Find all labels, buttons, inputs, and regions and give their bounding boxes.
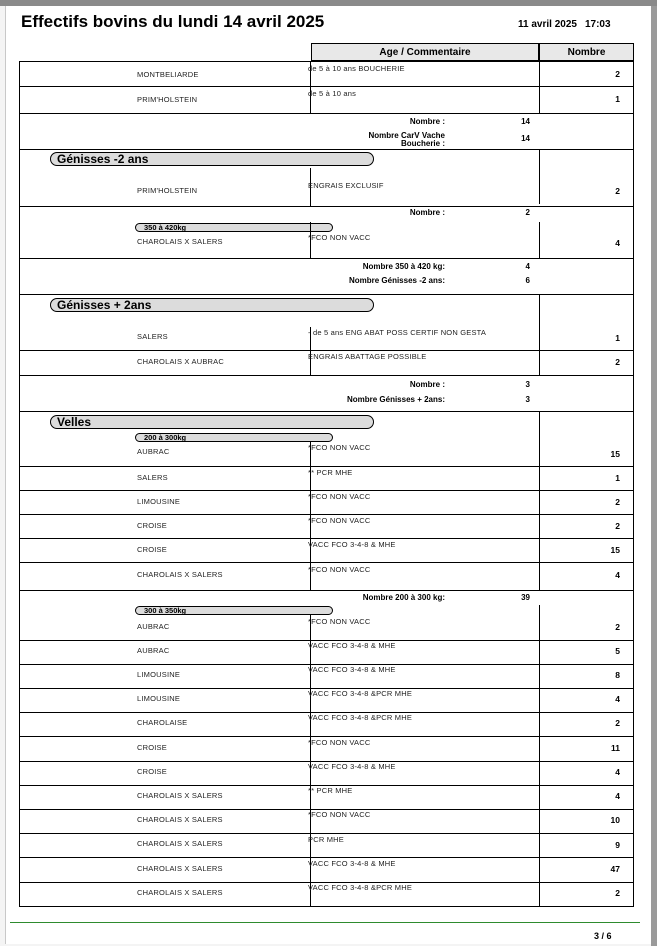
breed-cell: CHAROLAISE — [137, 718, 188, 727]
comment-cell: *FCO NON VACC — [308, 738, 371, 747]
breed-cell: CHAROLAIS X SALERS — [137, 237, 223, 246]
breed-cell: AUBRAC — [137, 447, 170, 456]
count-cell: 4 — [615, 791, 620, 801]
table-header-rule — [19, 61, 634, 62]
count-cell: 15 — [610, 545, 620, 555]
comment-cell: ** PCR MHE — [308, 468, 353, 477]
summary-label: Nombre : — [409, 117, 445, 126]
breed-cell: CHAROLAIS X SALERS — [137, 839, 223, 848]
row-rule — [19, 258, 634, 259]
summary-label: Nombre CarV Vache — [368, 131, 445, 140]
breed-cell: LIMOUSINE — [137, 694, 181, 703]
row-rule — [19, 833, 634, 834]
summary-value: 39 — [521, 593, 530, 602]
count-cell: 11 — [611, 743, 620, 753]
count-cell: 2 — [615, 69, 620, 79]
comment-cell: *FCO NON VACC — [308, 492, 371, 501]
summary-label: Nombre : — [409, 208, 445, 217]
table-right-border — [633, 61, 634, 907]
count-cell: 1 — [615, 473, 620, 483]
breed-cell: CHAROLAIS X SALERS — [137, 791, 223, 800]
summary-value: 6 — [525, 276, 530, 285]
summary-label: Boucherie : — [400, 139, 445, 148]
breed-cell: CROISE — [137, 743, 167, 752]
count-cell: 5 — [615, 646, 620, 656]
category-header-genisses-moins-2-ans: Génisses -2 ans — [50, 152, 374, 166]
summary-label: Nombre Génisses -2 ans: — [348, 276, 445, 285]
subcategory-header-200-300kg: 200 à 300kg — [135, 433, 333, 442]
comment-cell: VACC FCO 3-4-8 & MHE — [308, 665, 396, 674]
row-rule — [19, 375, 634, 376]
comment-cell: VACC FCO 3-4-8 & MHE — [308, 641, 396, 650]
row-rule — [19, 350, 634, 351]
breed-cell: PRIM'HOLSTEIN — [137, 186, 198, 195]
row-rule — [19, 906, 634, 907]
breed-cell: AUBRAC — [137, 622, 170, 631]
comment-cell: *FCO NON VACC — [308, 617, 371, 626]
row-rule — [19, 736, 634, 737]
count-cell: 2 — [615, 622, 620, 632]
count-cell: 1 — [615, 333, 620, 343]
count-cell: 2 — [615, 888, 620, 898]
row-rule — [19, 149, 634, 150]
row-rule — [19, 538, 634, 539]
count-cell: 2 — [615, 521, 620, 531]
row-rule — [19, 857, 634, 858]
col-divider — [539, 222, 540, 258]
count-cell: 15 — [610, 449, 620, 459]
count-cell: 2 — [615, 497, 620, 507]
comment-cell: VACC FCO 3-4-8 &PCR MHE — [308, 713, 413, 722]
comment-cell: VACC FCO 3-4-8 & MHE — [308, 859, 396, 868]
count-cell: 4 — [615, 238, 620, 248]
row-rule — [19, 86, 634, 87]
summary-value: 3 — [525, 380, 530, 389]
breed-cell: CROISE — [137, 545, 167, 554]
print-date: 11 avril 2025 — [518, 19, 577, 30]
comment-cell: ENGRAIS ABATTAGE POSSIBLE — [308, 352, 427, 361]
table-left-border — [19, 61, 20, 907]
comment-cell: *FCO NON VACC — [308, 516, 371, 525]
count-cell: 2 — [615, 186, 620, 196]
breed-cell: SALERS — [137, 473, 168, 482]
summary-value: 2 — [525, 208, 530, 217]
comment-cell: PCR MHE — [308, 835, 344, 844]
breed-cell: CHAROLAIS X SALERS — [137, 888, 223, 897]
summary-value: 4 — [525, 262, 530, 271]
col-divider — [539, 61, 540, 113]
row-rule — [19, 466, 634, 467]
row-rule — [19, 113, 634, 114]
summary-value: 14 — [521, 134, 530, 143]
summary-value: 14 — [521, 117, 530, 126]
category-header-velles: Velles — [50, 415, 374, 429]
breed-cell: MONTBELIARDE — [137, 70, 199, 79]
row-rule — [19, 206, 634, 207]
breed-cell: CHAROLAIS X SALERS — [137, 570, 223, 579]
count-cell: 47 — [610, 864, 620, 874]
count-cell: 4 — [615, 767, 620, 777]
row-rule — [19, 590, 634, 591]
col-divider — [539, 294, 540, 375]
count-cell: 2 — [615, 357, 620, 367]
print-time: 17:03 — [584, 19, 611, 30]
count-cell: 9 — [615, 840, 620, 850]
breed-cell: PRIM'HOLSTEIN — [137, 95, 198, 104]
col-divider — [539, 149, 540, 204]
breed-cell: CHAROLAIS X SALERS — [137, 864, 223, 873]
row-rule — [19, 490, 634, 491]
page-number: 3 / 6 — [594, 931, 612, 941]
count-cell: 4 — [615, 694, 620, 704]
count-cell: 1 — [615, 94, 620, 104]
summary-label: Nombre Génisses + 2ans: — [346, 395, 445, 404]
subcategory-header-300-350kg: 300 à 350kg — [135, 606, 333, 615]
comment-cell: ENGRAIS EXCLUSIF — [308, 181, 384, 190]
summary-label: Nombre 350 à 420 kg: — [362, 262, 445, 271]
summary-value: 3 — [525, 395, 530, 404]
comment-cell: *FCO NON VACC — [308, 233, 371, 242]
count-cell: 8 — [615, 670, 620, 680]
summary-label: Nombre : — [409, 380, 445, 389]
summary-label: Nombre 200 à 300 kg: — [362, 593, 445, 602]
breed-cell: SALERS — [137, 332, 168, 341]
row-rule — [19, 562, 634, 563]
breed-cell: LIMOUSINE — [137, 670, 181, 679]
comment-cell: de 5 à 10 ans — [308, 89, 357, 98]
breed-cell: CHAROLAIS X AUBRAC — [137, 357, 224, 366]
breed-cell: CHAROLAIS X SALERS — [137, 815, 223, 824]
comment-cell: VACC FCO 3-4-8 &PCR MHE — [308, 883, 413, 892]
row-rule — [19, 514, 634, 515]
breed-cell: CROISE — [137, 521, 167, 530]
count-cell: 10 — [610, 815, 620, 825]
breed-cell: AUBRAC — [137, 646, 170, 655]
count-cell: 4 — [615, 570, 620, 580]
print-datetime — [518, 19, 611, 30]
breed-cell: CROISE — [137, 767, 167, 776]
column-header-nombre: Nombre — [539, 43, 634, 61]
breed-cell: LIMOUSINE — [137, 497, 181, 506]
comment-cell: *FCO NON VACC — [308, 810, 371, 819]
document-title: Effectifs bovins du lundi 14 avril 2025 — [21, 12, 325, 31]
comment-cell: - de 5 ans ENG ABAT POSS CERTIF NON GESTA — [308, 328, 487, 337]
footer-divider — [10, 922, 640, 923]
row-rule — [19, 411, 634, 412]
comment-cell: ** PCR MHE — [308, 786, 353, 795]
comment-cell: VACC FCO 3-4-8 &PCR MHE — [308, 689, 413, 698]
row-rule — [19, 294, 634, 295]
comment-cell: VACC FCO 3-4-8 & MHE — [308, 540, 396, 549]
column-header-age: Age / Commentaire — [311, 43, 539, 61]
page-shadow — [651, 6, 657, 946]
comment-cell: *FCO NON VACC — [308, 565, 371, 574]
comment-cell: *FCO NON VACC — [308, 443, 371, 452]
category-header-genisses-plus-2-ans: Génisses + 2ans — [50, 298, 374, 312]
count-cell: 2 — [615, 718, 620, 728]
col-divider — [539, 605, 540, 907]
comment-cell: VACC FCO 3-4-8 & MHE — [308, 762, 396, 771]
col-divider — [539, 411, 540, 590]
subcategory-header-350-420kg: 350 à 420kg — [135, 223, 333, 232]
comment-cell: de 5 à 10 ans BOUCHERIE — [308, 64, 405, 73]
